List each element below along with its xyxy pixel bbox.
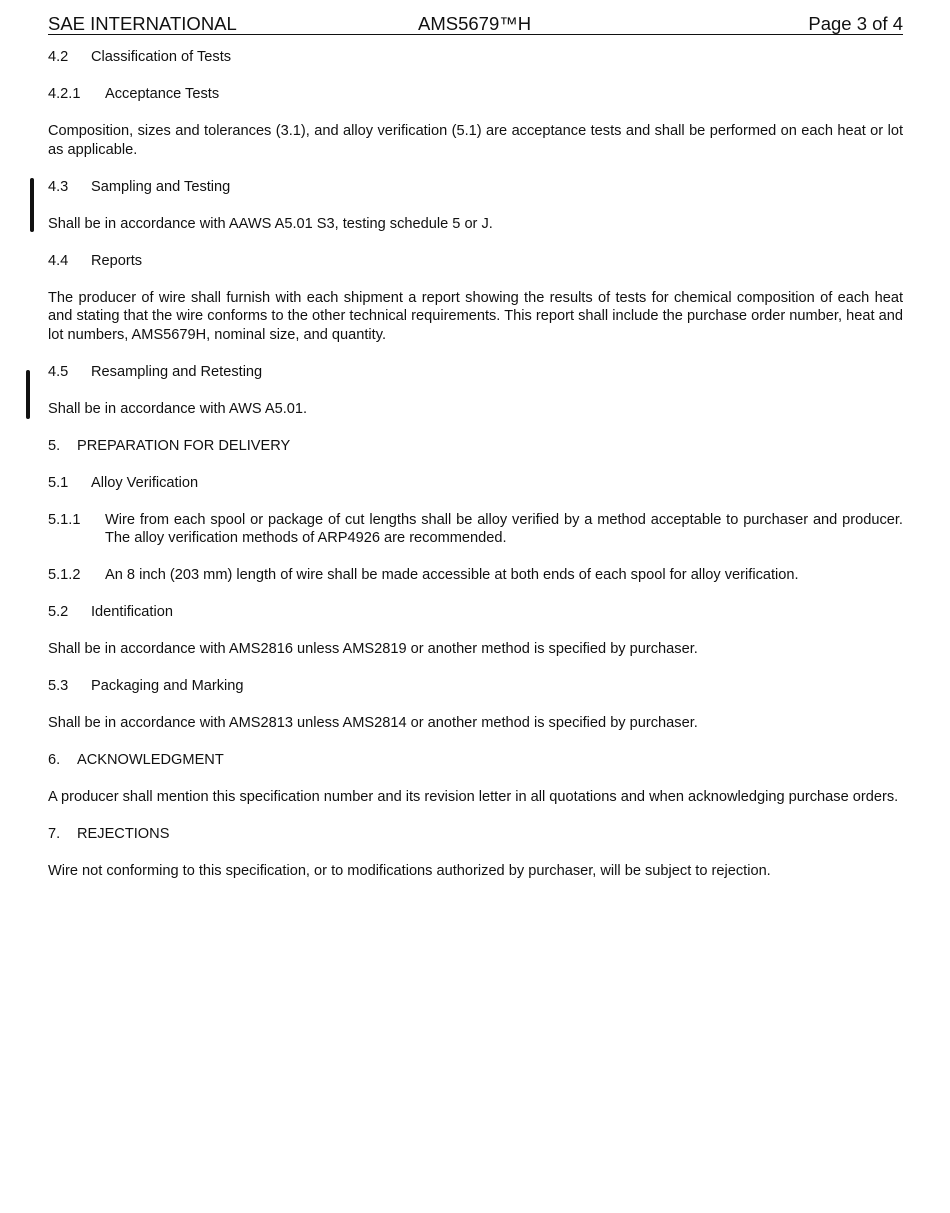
section-number: 4.2	[48, 49, 69, 65]
section-number: 5.1	[48, 474, 69, 491]
paragraph: Composition, sizes and tolerances (3.1), and alloy verification (5.1) are acceptance tests and shall be performed on each heat or lot as applicable.	[48, 123, 903, 158]
section-number: 5.	[48, 437, 61, 454]
paragraph: A producer shall mention this specification number and its revision letter in all quotations and when acknowledging purchase orders.	[48, 789, 899, 805]
section-number: 4.2.1	[48, 86, 81, 102]
section-title: REJECTIONS	[77, 826, 170, 842]
section-number: 5.1.1	[48, 511, 81, 528]
page-header	[48, 12, 903, 35]
section-heading	[48, 825, 903, 844]
section-number: 4.5	[48, 363, 69, 380]
change-bar	[26, 370, 30, 419]
header-page-number: Page 3 of 4	[808, 13, 903, 34]
section-title: PREPARATION FOR DELIVERY	[77, 437, 291, 454]
section-number: 6.	[48, 752, 61, 768]
document-body	[48, 48, 903, 899]
section-title: Resampling and Retesting	[91, 363, 263, 380]
section-number: 4.4	[48, 252, 69, 269]
section-number: 4.3	[48, 178, 69, 195]
paragraph: Shall be in accordance with AMS2816 unless AMS2819 or another method is specified by purchaser.	[48, 641, 698, 657]
section-number: 5.3	[48, 678, 69, 694]
header-org: SAE INTERNATIONAL	[48, 13, 237, 34]
section-title: Acceptance Tests	[105, 86, 220, 102]
section-heading	[48, 677, 903, 696]
section-number: 5.2	[48, 604, 69, 620]
section-title: Reports	[91, 252, 143, 269]
paragraph: Shall be in accordance with AMS2813 unless AMS2814 or another method is specified by purchaser.	[48, 715, 698, 731]
section-heading	[48, 603, 903, 622]
numbered-paragraph	[48, 566, 903, 585]
section-title: ACKNOWLEDGMENT	[77, 752, 224, 768]
section-title: Identification	[91, 604, 173, 620]
section-title: Sampling and Testing	[91, 178, 231, 195]
numbered-paragraph	[48, 511, 903, 548]
section-heading	[48, 85, 903, 104]
paragraph: An 8 inch (203 mm) length of wire shall be made accessible at both ends of each spool for alloy verification.	[105, 567, 799, 583]
paragraph: Shall be in accordance with AWS A5.01.	[48, 400, 308, 417]
change-bar	[30, 178, 34, 232]
section-title: Classification of Tests	[91, 49, 232, 65]
section-heading	[48, 252, 903, 271]
paragraph: Shall be in accordance with AAWS A5.01 S3, testing schedule 5 or J.	[48, 215, 493, 232]
section-title: Packaging and Marking	[91, 678, 244, 694]
paragraph: Wire from each spool or package of cut lengths shall be alloy verified by a method acceptable to purchaser and producer. The alloy verification methods of ARP4926 are recommended.	[105, 511, 903, 546]
section-heading	[48, 363, 903, 382]
section-heading	[48, 751, 903, 770]
section-heading	[48, 437, 903, 456]
section-title: Alloy Verification	[91, 474, 199, 491]
section-number: 5.1.2	[48, 567, 81, 583]
section-heading	[48, 474, 903, 493]
header-doc-id: AMS5679™H	[418, 13, 532, 34]
section-number: 7.	[48, 826, 61, 842]
section-heading	[48, 178, 903, 197]
paragraph: The producer of wire shall furnish with each shipment a report showing the results of tests for chemical composition of each heat and stating that the wire conforms to the other technical requirements. This report shall include the purchase order number, heat and lot numbers, AMS5679H, nominal size, and quantity.	[48, 289, 903, 343]
paragraph: Wire not conforming to this specification, or to modifications authorized by purchaser, will be subject to rejection.	[48, 863, 771, 879]
section-heading	[48, 48, 903, 67]
